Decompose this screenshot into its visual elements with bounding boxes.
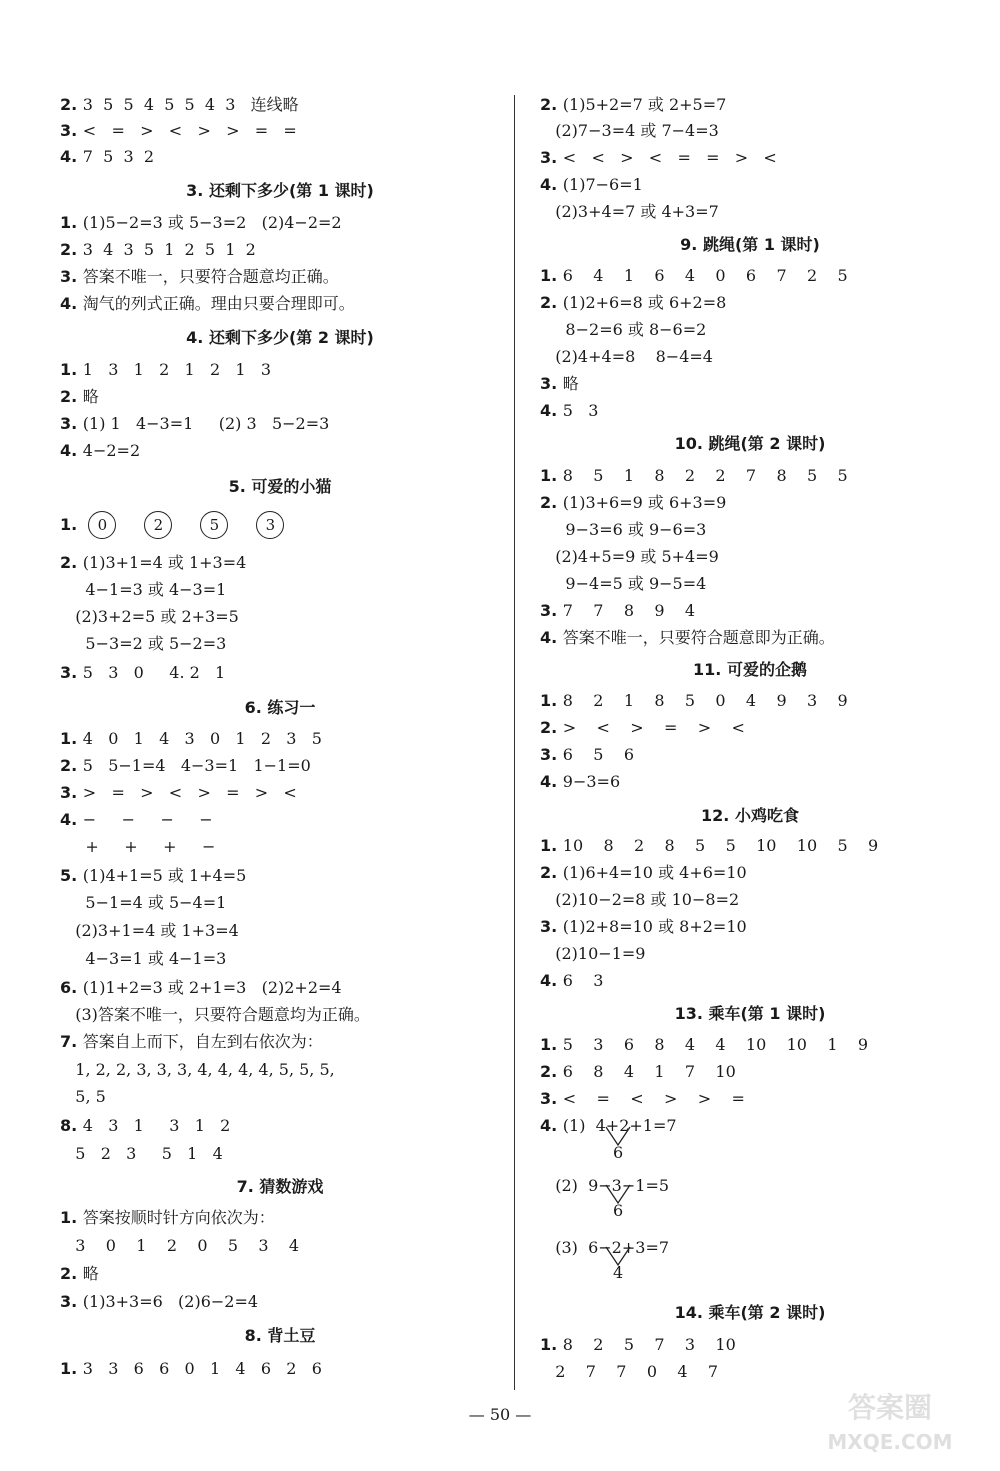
answer-line	[60, 510, 312, 540]
answer-text: (1) 4+2+1=7	[562, 1116, 677, 1135]
answer-text: (2)3+1=4 或 1+3=4	[60, 921, 239, 940]
answer-line	[60, 633, 226, 655]
answer-text: (1)3+1=4 或 1+3=4	[82, 553, 247, 572]
answer-text: 8 2 5 7 3 10	[562, 1335, 736, 1354]
answer-line	[60, 120, 297, 142]
answer-text: 5 3 6 8 4 4 10 10 1 9	[562, 1035, 869, 1054]
answer-line	[60, 94, 299, 116]
answer-text: 5−1=4 或 5−4=1	[60, 893, 227, 912]
branch-diagram	[602, 1245, 642, 1282]
section-heading: 10. 跳绳(第 2 课时)	[674, 434, 826, 453]
answer-line	[60, 809, 213, 831]
question-number: 2.	[540, 293, 563, 312]
answer-line	[60, 239, 256, 261]
question-number: 3.	[60, 783, 83, 802]
answer-line	[540, 573, 706, 595]
answer-text: 4 3 1 3 1 2	[82, 1116, 231, 1135]
answer-line	[60, 1086, 106, 1108]
question-number: 4.	[540, 401, 563, 420]
branch-result: 4	[613, 1263, 624, 1282]
answer-text: (2)7−3=4 或 7−4=3	[540, 121, 719, 140]
answer-line	[540, 120, 719, 142]
question-number: 3.	[540, 917, 563, 936]
answer-line	[540, 465, 848, 487]
question-number: 1.	[540, 1035, 563, 1054]
answer-line	[540, 1088, 745, 1110]
answer-text: (1)2+6=8 或 6+2=8	[562, 293, 727, 312]
question-number: 2.	[540, 493, 563, 512]
question-number: 4.	[540, 628, 563, 647]
answer-line	[60, 606, 239, 628]
page-number: — 50 —	[468, 1405, 532, 1424]
question-number: 7.	[60, 1032, 83, 1051]
answer-text: 答案不唯一，只要符合题意即为正确。	[562, 628, 835, 647]
question-number: 4.	[540, 772, 563, 791]
answer-text: (1)1+2=3 或 2+1=3 (2)2+2=4	[82, 978, 342, 997]
answer-line	[540, 373, 579, 395]
question-number: 3.	[60, 267, 83, 286]
answer-text: (1)5−2=3 或 5−3=2 (2)4−2=2	[82, 213, 342, 232]
question-number: 2.	[540, 718, 563, 737]
answer-text: 9−3=6 或 9−6=3	[540, 520, 707, 539]
question-number: 3.	[60, 414, 83, 433]
question-number: 1.	[60, 729, 83, 748]
section-heading: 9. 跳绳(第 1 课时)	[680, 235, 820, 254]
answer-line	[540, 1034, 868, 1056]
question-number: 2.	[60, 387, 83, 406]
answer-line	[60, 782, 297, 804]
answer-line	[60, 1263, 99, 1285]
question-number: 3.	[540, 601, 563, 620]
question-number: 2.	[60, 756, 83, 775]
answer-line	[60, 1358, 322, 1380]
answer-text: + + + −	[60, 837, 216, 856]
answer-line	[540, 201, 719, 223]
answer-line	[540, 519, 706, 541]
question-number: 1.	[60, 515, 89, 534]
answer-text: (2)3+2=5 或 2+3=5	[60, 607, 239, 626]
answer-line	[60, 413, 329, 435]
answer-line	[540, 319, 706, 341]
answer-line	[540, 690, 848, 712]
answer-line	[540, 492, 726, 514]
question-number: 2.	[60, 95, 83, 114]
answer-text: 3 4 3 5 1 2 5 1 2	[82, 240, 256, 259]
question-number: 4.	[60, 441, 83, 460]
question-number: 3.	[540, 374, 563, 393]
branch-result: 6	[613, 1201, 624, 1220]
answer-line	[60, 977, 342, 999]
watermark-line2: MXQE.COM	[827, 1430, 953, 1454]
section-heading: 7. 猜数游戏	[236, 1177, 324, 1196]
section-heading: 14. 乘车(第 2 课时)	[674, 1303, 826, 1322]
answer-line	[60, 1207, 275, 1229]
question-number: 3.	[60, 663, 83, 682]
answer-line	[60, 1031, 323, 1053]
answer-text: − − − −	[82, 810, 213, 829]
question-number: 4.	[540, 1116, 563, 1135]
answer-line	[540, 94, 726, 116]
answer-text: 9−4=5 或 9−5=4	[540, 574, 707, 593]
answer-line	[540, 174, 643, 196]
question-number: 4.	[60, 810, 83, 829]
answer-text: 10 8 2 8 5 5 10 10 5 9	[562, 836, 879, 855]
section-heading: 13. 乘车(第 1 课时)	[674, 1004, 826, 1023]
answer-text: 4−1=3 或 4−3=1	[60, 580, 227, 599]
answer-line	[540, 265, 848, 287]
answer-line	[540, 835, 878, 857]
answer-line	[540, 400, 598, 422]
answer-text: 4−2=2	[82, 441, 141, 460]
answer-text: (1)3+6=9 或 6+3=9	[562, 493, 727, 512]
question-number: 2.	[60, 1264, 83, 1283]
answer-line	[60, 212, 342, 234]
branch-diagram	[602, 1125, 642, 1162]
answer-line	[60, 293, 355, 315]
branch-result: 6	[613, 1143, 624, 1162]
answer-line	[60, 552, 246, 574]
question-number: 1.	[540, 466, 563, 485]
answer-text: 答案自上而下，自左到右依次为：	[82, 1032, 323, 1051]
answer-text: 1, 2, 2, 3, 3, 3, 4, 4, 4, 4, 5, 5, 5,	[60, 1060, 335, 1079]
question-number: 1.	[540, 691, 563, 710]
answer-line	[60, 386, 99, 408]
circled-answer: 2	[144, 511, 172, 539]
section-heading: 4. 还剩下多少(第 2 课时)	[186, 328, 374, 347]
answer-text: (1)5+2=7 或 2+5=7	[562, 95, 727, 114]
answer-line	[540, 1361, 718, 1383]
answer-text: 2 7 7 0 4 7	[540, 1362, 719, 1381]
answer-line	[60, 1059, 335, 1081]
answer-line	[540, 862, 747, 884]
answer-line	[540, 970, 603, 992]
answer-text: 4−3=1 或 4−1=3	[60, 949, 227, 968]
answer-line	[60, 948, 226, 970]
question-number: 4.	[540, 175, 563, 194]
answer-text: 3 0 1 2 0 5 3 4	[60, 1236, 300, 1255]
question-number: 3.	[540, 1089, 563, 1108]
answer-text: 5−3=2 或 5−2=3	[60, 634, 227, 653]
answer-text: 9−3=6	[562, 772, 621, 791]
section-heading: 11. 可爱的企鹅	[693, 660, 807, 679]
answer-text: (2)3+4=7 或 4+3=7	[540, 202, 719, 221]
question-number: 1.	[540, 266, 563, 285]
answer-text: (1)7−6=1	[562, 175, 643, 194]
answer-text: (1)4+1=5 或 1+4=5	[82, 866, 247, 885]
answer-text: 5 2 3 5 1 4	[60, 1144, 223, 1163]
answer-text: 5 3	[562, 401, 599, 420]
answer-text: (1)2+8=10 或 8+2=10	[562, 917, 747, 936]
question-number: 2.	[540, 1062, 563, 1081]
answer-text: 略	[82, 387, 99, 406]
answer-line	[540, 744, 634, 766]
watermark-line1: 答案圈	[847, 1391, 932, 1424]
column-divider	[514, 95, 515, 1390]
answer-text: > = > < > = > <	[82, 783, 297, 802]
answer-line	[540, 1061, 736, 1083]
answer-line	[540, 916, 747, 938]
answer-line	[60, 266, 339, 288]
answer-text: (1)6+4=10 或 4+6=10	[562, 863, 747, 882]
answer-line	[540, 943, 645, 965]
answer-text: 3 3 6 6 0 1 4 6 2 6	[82, 1359, 322, 1378]
answer-text: (2)4+5=9 或 5+4=9	[540, 547, 719, 566]
answer-line	[540, 546, 719, 568]
answer-line	[540, 1334, 736, 1356]
section-heading: 12. 小鸡吃食	[701, 806, 799, 825]
answer-text: 5 5−1=4 4−3=1 1−1=0	[82, 756, 311, 775]
question-number: 3.	[60, 121, 83, 140]
answer-text: 6 3	[562, 971, 604, 990]
answer-line	[60, 1235, 299, 1257]
answer-line	[60, 662, 225, 684]
question-number: 2.	[540, 95, 563, 114]
answer-line	[540, 717, 745, 739]
answer-text: (3)答案不唯一，只要符合题意均为正确。	[60, 1005, 370, 1024]
answer-text: 5 3 0 4. 2 1	[82, 663, 226, 682]
question-number: 1.	[540, 836, 563, 855]
answer-text: 7 7 8 9 4	[562, 601, 696, 620]
answer-line	[540, 627, 835, 649]
answer-line	[60, 1291, 258, 1313]
answer-text: < < > < = = > <	[562, 148, 777, 167]
answer-line	[60, 146, 154, 168]
answer-text: 6 5 6	[562, 745, 635, 764]
answer-text: 5, 5	[60, 1087, 106, 1106]
question-number: 4.	[540, 971, 563, 990]
answer-text: 略	[562, 374, 579, 393]
answer-text: 答案不唯一，只要符合题意均正确。	[82, 267, 339, 286]
answer-text: 淘气的列式正确。理由只要合理即可。	[82, 294, 355, 313]
answer-line	[60, 1115, 230, 1137]
answer-text: < = < > > =	[562, 1089, 745, 1108]
question-number: 2.	[60, 553, 83, 572]
answer-text: (2) 9−3−1=5	[540, 1176, 670, 1195]
branch-diagram	[602, 1183, 642, 1220]
section-heading: 8. 背土豆	[244, 1326, 316, 1345]
answer-line	[540, 600, 695, 622]
circled-answer: 3	[256, 511, 284, 539]
answer-text: 3 5 5 4 5 5 4 3 连线略	[82, 95, 299, 114]
answer-line	[60, 728, 322, 750]
section-heading: 5. 可爱的小猫	[228, 477, 332, 496]
answer-line	[60, 836, 215, 858]
watermark-logo	[800, 1391, 980, 1461]
answer-text: (1) 1 4−3=1 (2) 3 5−2=3	[82, 414, 330, 433]
answer-text: 8−2=6 或 8−6=2	[540, 320, 707, 339]
answer-line	[60, 1143, 223, 1165]
answer-text: > < > = > <	[562, 718, 745, 737]
answer-text: 6 4 1 6 4 0 6 7 2 5	[562, 266, 848, 285]
answer-line	[60, 440, 140, 462]
answer-line	[540, 292, 726, 314]
question-number: 6.	[60, 978, 83, 997]
answer-line	[60, 1004, 370, 1026]
question-number: 4.	[60, 147, 83, 166]
question-number: 2.	[540, 863, 563, 882]
answer-line	[60, 920, 239, 942]
section-heading: 6. 练习一	[244, 698, 316, 717]
answer-line	[60, 865, 246, 887]
answer-text: (2)10−2=8 或 10−8=2	[540, 890, 740, 909]
question-number: 1.	[60, 213, 83, 232]
question-number: 1.	[60, 1359, 83, 1378]
circled-answer: 0	[88, 511, 116, 539]
question-number: 1.	[60, 360, 83, 379]
answer-line	[60, 892, 226, 914]
circled-answer: 5	[200, 511, 228, 539]
question-number: 1.	[60, 1208, 83, 1227]
answer-text: 1 3 1 2 1 2 1 3	[82, 360, 272, 379]
section-heading: 3. 还剩下多少(第 1 课时)	[186, 181, 374, 200]
answer-text: 4 0 1 4 3 0 1 2 3 5	[82, 729, 322, 748]
answer-line	[60, 755, 311, 777]
answer-text: 6 8 4 1 7 10	[562, 1062, 736, 1081]
question-number: 3.	[60, 1292, 83, 1311]
answer-line	[60, 359, 271, 381]
question-number: 5.	[60, 866, 83, 885]
answer-text: 8 5 1 8 2 2 7 8 5 5	[562, 466, 848, 485]
answer-text: < = > < > > = =	[82, 121, 297, 140]
answer-text: (1)3+3=6 (2)6−2=4	[82, 1292, 259, 1311]
answer-line	[540, 771, 620, 793]
answer-line	[540, 346, 713, 368]
question-number: 1.	[540, 1335, 563, 1354]
question-number: 3.	[540, 148, 563, 167]
answer-text: (2)10−1=9	[540, 944, 646, 963]
answer-text: (3) 6−2+3=7	[540, 1238, 670, 1257]
answer-line	[540, 147, 777, 169]
question-number: 8.	[60, 1116, 83, 1135]
answer-line	[60, 579, 226, 601]
question-number: 3.	[540, 745, 563, 764]
answer-text: 答案按顺时针方向依次为：	[82, 1208, 275, 1227]
answer-text: 7 5 3 2	[82, 147, 155, 166]
answer-text: 略	[82, 1264, 99, 1283]
answer-text: (2)4+4=8 8−4=4	[540, 347, 713, 366]
answer-line	[540, 889, 739, 911]
question-number: 2.	[60, 240, 83, 259]
answer-text: 8 2 1 8 5 0 4 9 3 9	[562, 691, 848, 710]
question-number: 4.	[60, 294, 83, 313]
